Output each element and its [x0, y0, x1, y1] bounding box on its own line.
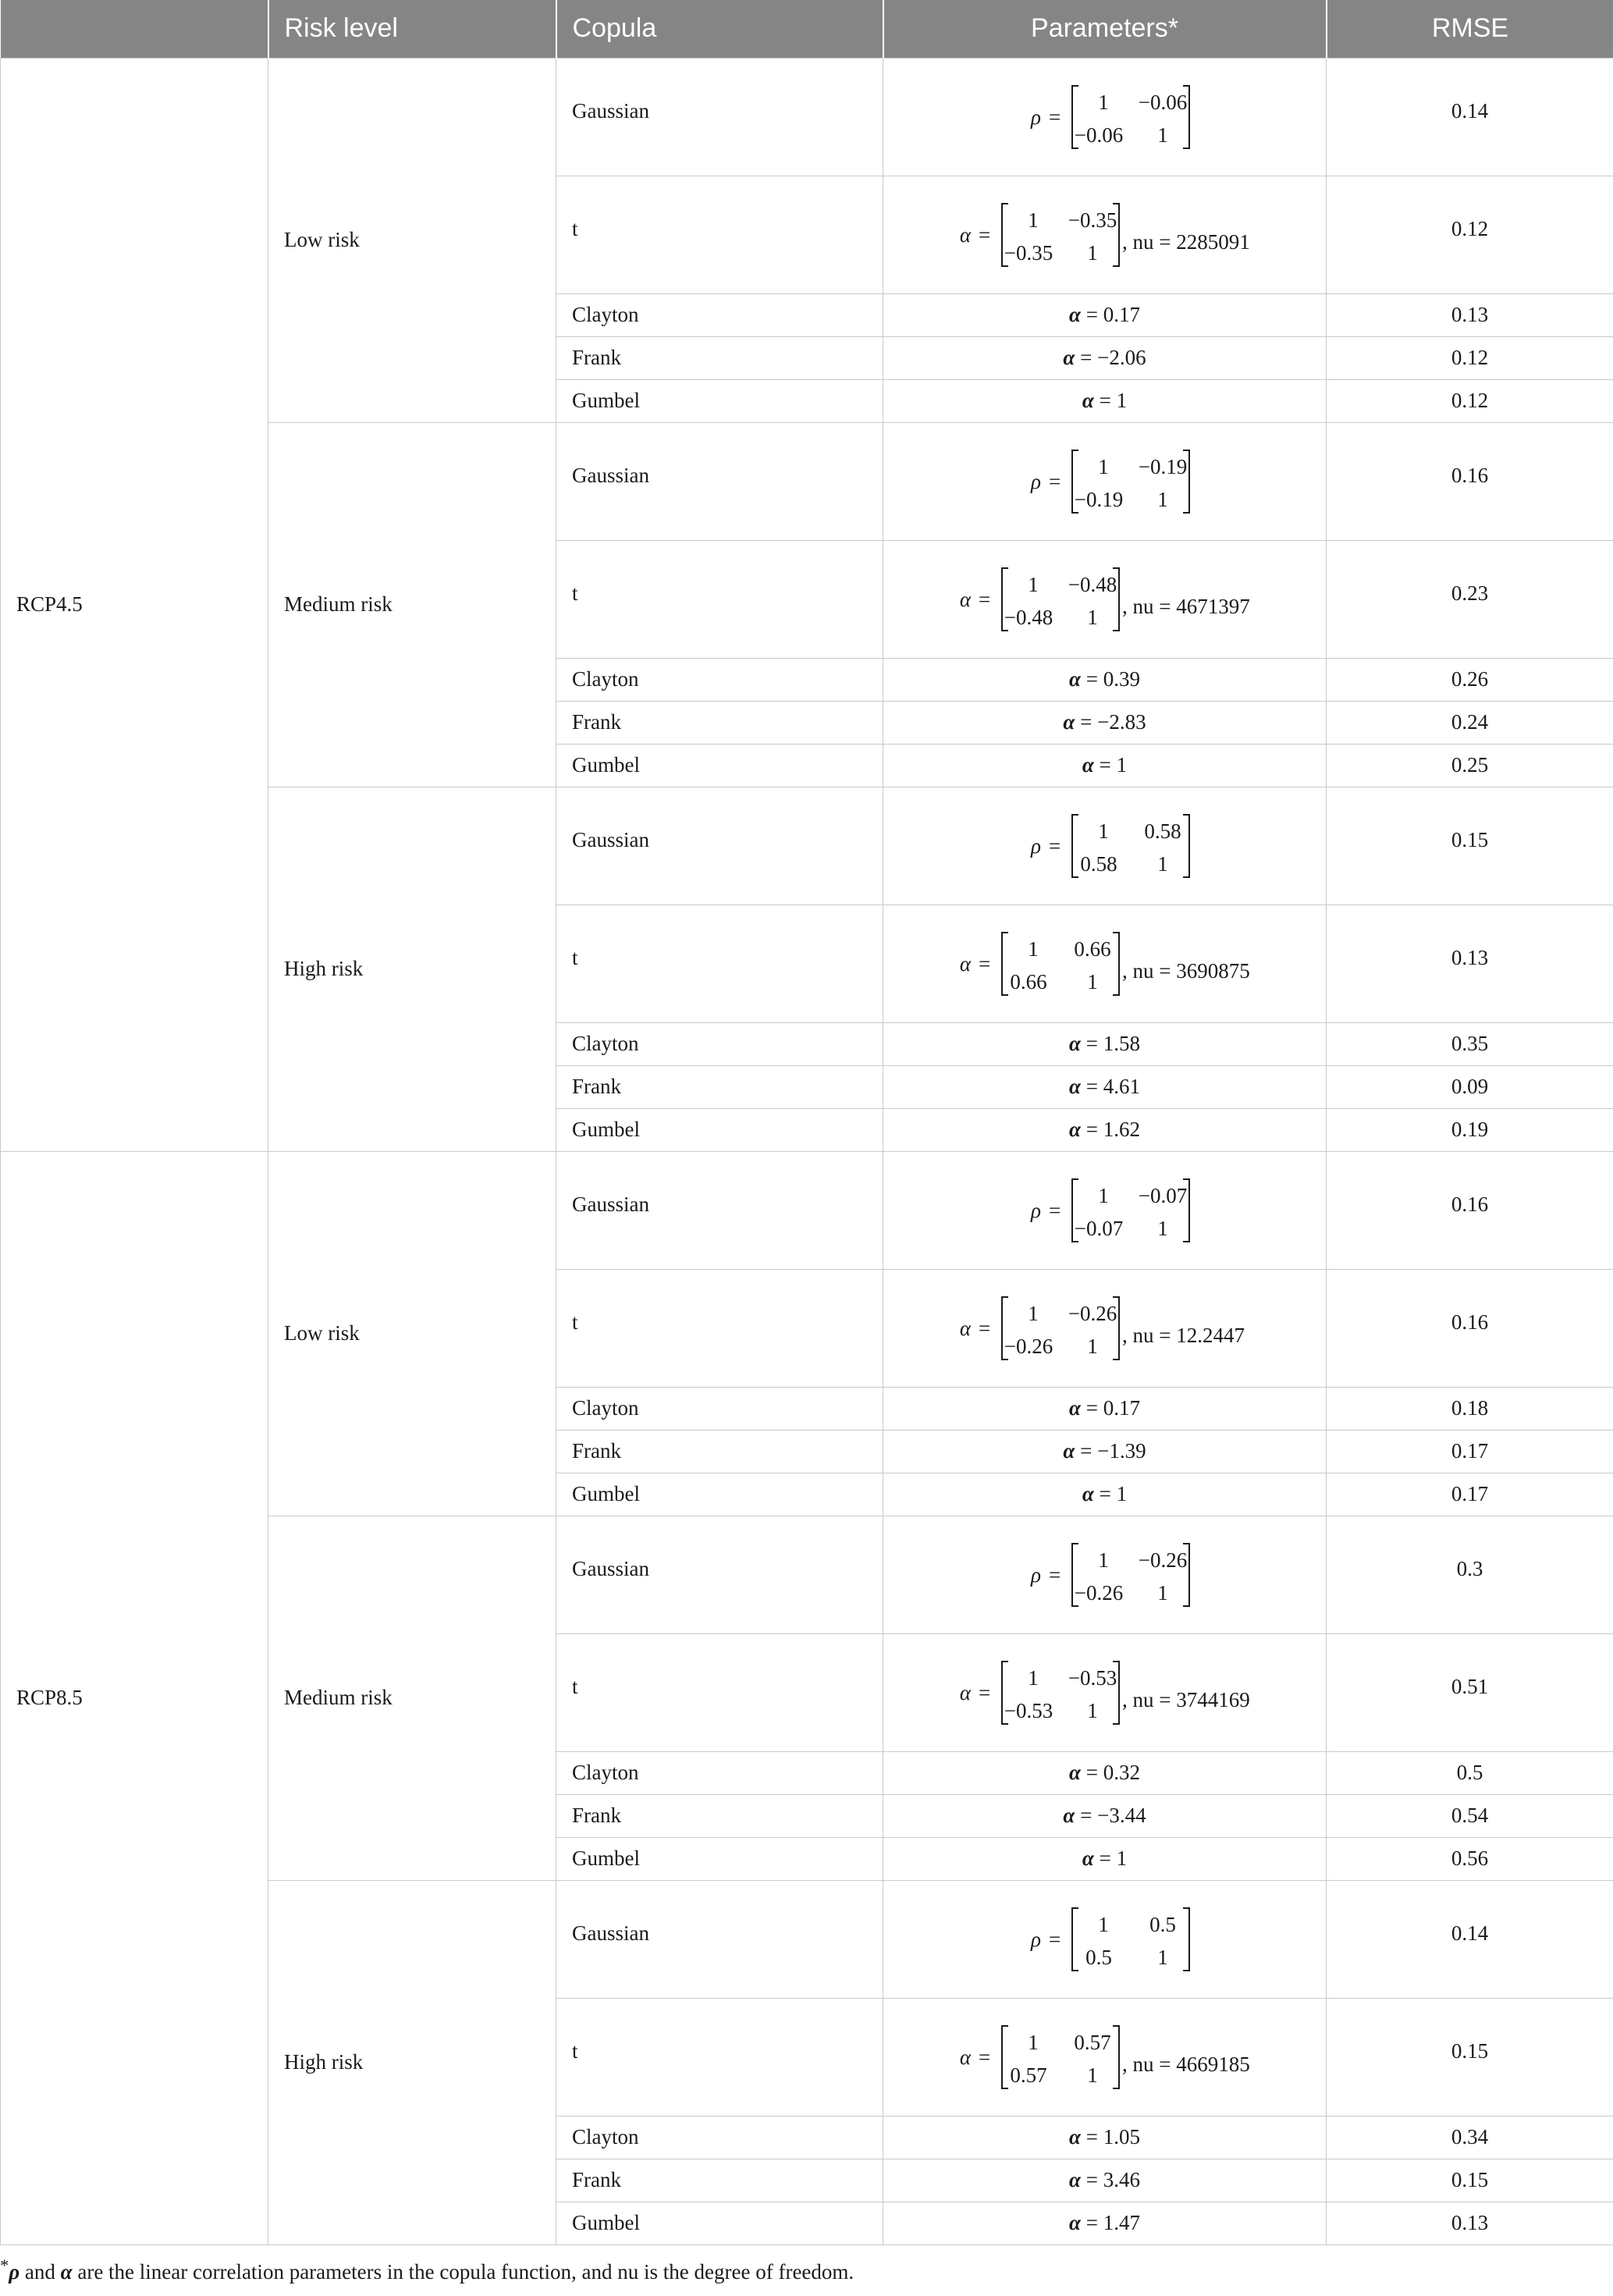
copula-cell: Frank: [556, 1430, 883, 1473]
param-symbol: α: [1069, 2125, 1081, 2149]
copula-cell: t: [556, 176, 883, 293]
rmse-cell: 0.12: [1327, 176, 1613, 293]
param-symbol: α: [959, 222, 971, 247]
footnote-mark: *: [0, 2255, 9, 2275]
parameter-cell: [883, 422, 1327, 540]
param-matrix: [933, 928, 1277, 1000]
copula-cell: Gaussian: [556, 1151, 883, 1269]
matrix-a21: −0.26: [1004, 1334, 1053, 1358]
equals-sign: =: [1093, 389, 1117, 412]
param-symbol: α: [959, 951, 971, 976]
param-symbol: α: [1069, 1075, 1081, 1098]
param-matrix: [933, 2021, 1277, 2093]
copula-cell: Clayton: [556, 658, 883, 701]
param-symbol: α: [1069, 1761, 1081, 1784]
param-nu: , nu = 4669185: [1121, 2052, 1250, 2076]
matrix-a11: 1: [1097, 1548, 1109, 1572]
param-symbol: α: [959, 2045, 971, 2069]
equals-sign: =: [1093, 1482, 1117, 1505]
matrix-a22: 1: [1086, 1698, 1098, 1722]
equals-sign: =: [1080, 667, 1103, 691]
equals-sign: =: [978, 951, 990, 976]
rmse-cell: 0.3: [1327, 1516, 1613, 1633]
matrix-a21: −0.06: [1074, 123, 1123, 147]
rmse-cell: 0.24: [1327, 701, 1613, 744]
footnote-alpha: α: [60, 2260, 73, 2284]
matrix-a22: 1: [1086, 1334, 1098, 1358]
rmse-cell: 0.18: [1327, 1387, 1613, 1430]
rmse-cell: 0.13: [1327, 293, 1613, 336]
copula-cell: Gaussian: [556, 58, 883, 176]
param-value: 4.61: [1103, 1075, 1140, 1098]
matrix-a21: 0.5: [1085, 1945, 1112, 1969]
copula-cell: Gumbel: [556, 1473, 883, 1516]
equals-sign: =: [1080, 2211, 1103, 2234]
param-symbol: α: [1069, 1118, 1081, 1141]
copula-cell: Clayton: [556, 1387, 883, 1430]
param-value: 0.39: [1103, 667, 1140, 691]
footnote-text: are the linear correlation parameters in the copula function, and nu is the degree of freedom.: [72, 2260, 854, 2284]
parameter-cell: [883, 336, 1327, 379]
copula-cell: Frank: [556, 1794, 883, 1837]
rmse-cell: 0.15: [1327, 2159, 1613, 2202]
param-symbol: α: [1069, 303, 1081, 326]
parameter-cell: [883, 658, 1327, 701]
table-body: [1, 58, 1613, 2244]
matrix-a12: 0.58: [1143, 819, 1181, 843]
rmse-cell: 0.16: [1327, 1151, 1613, 1269]
param-matrix: [933, 1292, 1277, 1364]
copula-cell: Gumbel: [556, 1108, 883, 1151]
equals-sign: =: [1080, 1032, 1103, 1055]
left-bracket: [1072, 1908, 1078, 1971]
param-symbol: α: [1082, 1482, 1094, 1505]
scenario-cell: RCP4.5: [1, 58, 268, 1151]
left-bracket: [1072, 815, 1078, 877]
rmse-cell: 0.51: [1327, 1633, 1613, 1751]
matrix-a12: −0.48: [1068, 572, 1117, 596]
header-row: [1, 0, 1613, 58]
copula-cell: Gumbel: [556, 744, 883, 787]
param-symbol: α: [959, 1316, 971, 1340]
param-value: 0.32: [1103, 1761, 1140, 1784]
param-symbol: ρ: [1030, 469, 1041, 493]
right-bracket: [1113, 933, 1119, 995]
parameter-cell: [883, 905, 1327, 1022]
equals-sign: =: [1048, 105, 1061, 129]
matrix-a12: −0.35: [1068, 208, 1117, 232]
param-symbol: α: [1063, 1439, 1075, 1463]
param-nu: , nu = 3690875: [1121, 958, 1250, 983]
copula-cell: Frank: [556, 701, 883, 744]
equals-sign: =: [1093, 1846, 1117, 1870]
parameter-cell: [883, 1751, 1327, 1794]
copula-cell: Frank: [556, 2159, 883, 2202]
risk-level-cell: Medium risk: [268, 1516, 556, 1880]
table-row: [1, 58, 1613, 176]
param-symbol: ρ: [1030, 1562, 1041, 1587]
matrix-a21: 0.66: [1009, 969, 1047, 993]
rmse-cell: 0.15: [1327, 1998, 1613, 2116]
param-symbol: ρ: [1030, 105, 1041, 129]
parameter-cell: [883, 787, 1327, 905]
param-value: −2.06: [1097, 346, 1146, 369]
parameter-cell: [883, 1633, 1327, 1751]
scenario-cell: RCP8.5: [1, 1151, 268, 2244]
rmse-cell: 0.14: [1327, 1880, 1613, 1998]
matrix-a21: −0.07: [1074, 1216, 1123, 1240]
param-nu: , nu = 12.2447: [1121, 1323, 1245, 1347]
rmse-cell: 0.13: [1327, 2202, 1613, 2244]
equals-sign: =: [978, 222, 990, 247]
equals-sign: =: [1075, 710, 1098, 734]
param-symbol: α: [1069, 1032, 1081, 1055]
copula-cell: Clayton: [556, 1022, 883, 1065]
rmse-cell: 0.09: [1327, 1065, 1613, 1108]
risk-level-cell: Low risk: [268, 1151, 556, 1516]
param-matrix: [933, 563, 1277, 635]
matrix-a21: 0.58: [1079, 851, 1117, 876]
equals-sign: =: [1075, 1804, 1098, 1827]
copula-cell: Gaussian: [556, 787, 883, 905]
param-symbol: ρ: [1030, 833, 1041, 858]
rmse-cell: 0.12: [1327, 336, 1613, 379]
copula-cell: Clayton: [556, 293, 883, 336]
copula-cell: Gaussian: [556, 1516, 883, 1633]
parameter-cell: [883, 540, 1327, 658]
rmse-cell: 0.16: [1327, 1269, 1613, 1387]
rmse-cell: 0.5: [1327, 1751, 1613, 1794]
param-value: −3.44: [1097, 1804, 1146, 1827]
matrix-a12: −0.26: [1068, 1301, 1117, 1325]
equals-sign: =: [1048, 1562, 1061, 1587]
param-matrix: [1004, 1903, 1206, 1975]
matrix-a11: 1: [1097, 1912, 1109, 1936]
header-copula: Copula: [556, 0, 883, 58]
matrix-a12: −0.26: [1138, 1548, 1187, 1572]
param-symbol: α: [1069, 2168, 1081, 2191]
copula-cell: Clayton: [556, 1751, 883, 1794]
parameter-cell: [883, 2202, 1327, 2244]
param-symbol: α: [1063, 710, 1075, 734]
param-symbol: α: [959, 587, 971, 611]
parameter-cell: [883, 1516, 1327, 1633]
parameter-cell: [883, 2159, 1327, 2202]
matrix-a11: 1: [1027, 208, 1039, 232]
param-nu: , nu = 3744169: [1121, 1687, 1250, 1711]
param-matrix: [1004, 81, 1206, 153]
matrix-a22: 1: [1156, 1580, 1168, 1605]
param-matrix: [1004, 446, 1206, 517]
equals-sign: =: [1075, 346, 1098, 369]
table-header: [1, 0, 1613, 58]
matrix-a22: 1: [1156, 851, 1168, 876]
matrix-a11: 1: [1097, 1183, 1109, 1207]
equals-sign: =: [1080, 2168, 1103, 2191]
param-symbol: ρ: [1030, 1927, 1041, 1951]
copula-cell: Frank: [556, 336, 883, 379]
matrix-a22: 1: [1086, 605, 1098, 629]
rmse-cell: 0.19: [1327, 1108, 1613, 1151]
matrix-a21: −0.53: [1004, 1698, 1053, 1722]
footnote: [0, 2255, 854, 2284]
copula-cell: Gaussian: [556, 1880, 883, 1998]
param-symbol: α: [1063, 346, 1075, 369]
copula-cell: Clayton: [556, 2116, 883, 2159]
matrix-a11: 1: [1097, 90, 1109, 114]
copula-cell: t: [556, 540, 883, 658]
matrix-a12: 0.66: [1073, 937, 1111, 961]
matrix-a12: 0.5: [1149, 1912, 1176, 1936]
equals-sign: =: [1075, 1439, 1098, 1463]
param-value: 1: [1116, 1846, 1128, 1870]
matrix-a22: 1: [1086, 2063, 1098, 2087]
matrix-a22: 1: [1086, 240, 1098, 265]
equals-sign: =: [1048, 469, 1061, 493]
equals-sign: =: [1080, 1118, 1103, 1141]
matrix-a12: −0.53: [1068, 1665, 1117, 1690]
header-parameters: Parameters*: [883, 0, 1327, 58]
param-symbol: α: [1082, 389, 1094, 412]
matrix-a22: 1: [1156, 487, 1168, 511]
rmse-cell: 0.56: [1327, 1837, 1613, 1880]
parameter-cell: [883, 1065, 1327, 1108]
risk-level-cell: Medium risk: [268, 422, 556, 787]
matrix-a22: 1: [1156, 1216, 1168, 1240]
param-value: 3.46: [1103, 2168, 1140, 2191]
parameter-cell: [883, 58, 1327, 176]
risk-level-cell: Low risk: [268, 58, 556, 422]
matrix-a22: 1: [1086, 969, 1098, 993]
copula-cell: Gumbel: [556, 379, 883, 422]
left-bracket: [1002, 933, 1008, 995]
footnote-and: and: [20, 2260, 61, 2284]
param-nu: , nu = 4671397: [1121, 594, 1250, 618]
risk-level-cell: High risk: [268, 787, 556, 1151]
matrix-a21: 0.57: [1009, 2063, 1047, 2087]
rmse-cell: 0.26: [1327, 658, 1613, 701]
equals-sign: =: [1093, 753, 1117, 777]
matrix-a11: 1: [1027, 2030, 1039, 2054]
matrix-a11: 1: [1027, 1301, 1039, 1325]
rmse-cell: 0.15: [1327, 787, 1613, 905]
equals-sign: =: [978, 2045, 990, 2069]
right-bracket: [1183, 1908, 1189, 1971]
copula-cell: Frank: [556, 1065, 883, 1108]
header-scenario: [1, 0, 268, 58]
param-value: 1: [1116, 753, 1128, 777]
header-risk-level: Risk level: [268, 0, 556, 58]
param-value: 1: [1116, 1482, 1128, 1505]
rmse-cell: 0.17: [1327, 1473, 1613, 1516]
rmse-cell: 0.35: [1327, 1022, 1613, 1065]
matrix-a11: 1: [1027, 572, 1039, 596]
matrix-a11: 1: [1097, 819, 1109, 843]
matrix-a12: −0.19: [1138, 454, 1187, 478]
parameter-cell: [883, 1108, 1327, 1151]
equals-sign: =: [1080, 1396, 1103, 1420]
param-value: 1.05: [1103, 2125, 1140, 2149]
copula-cell: Gumbel: [556, 2202, 883, 2244]
param-matrix: [933, 1657, 1277, 1729]
matrix-a12: −0.07: [1138, 1183, 1187, 1207]
matrix-a21: −0.19: [1074, 487, 1123, 511]
parameter-cell: [883, 1837, 1327, 1880]
rmse-cell: 0.54: [1327, 1794, 1613, 1837]
parameter-cell: [883, 293, 1327, 336]
copula-cell: t: [556, 905, 883, 1022]
rmse-cell: 0.23: [1327, 540, 1613, 658]
table-row: [1, 1151, 1613, 1269]
param-value: 1.47: [1103, 2211, 1140, 2234]
equals-sign: =: [1080, 1761, 1103, 1784]
equals-sign: =: [1048, 1198, 1061, 1222]
equals-sign: =: [1080, 303, 1103, 326]
matrix-a21: −0.35: [1004, 240, 1053, 265]
matrix-a21: −0.48: [1004, 605, 1053, 629]
parameter-cell: [883, 1998, 1327, 2116]
param-matrix: [1004, 1175, 1206, 1246]
param-value: 0.17: [1103, 1396, 1140, 1420]
right-bracket: [1113, 2026, 1119, 2088]
param-value: 1.58: [1103, 1032, 1140, 1055]
rmse-cell: 0.12: [1327, 379, 1613, 422]
risk-level-cell: High risk: [268, 1880, 556, 2244]
equals-sign: =: [1048, 833, 1061, 858]
parameter-cell: [883, 1387, 1327, 1430]
param-symbol: α: [959, 1680, 971, 1704]
rmse-cell: 0.17: [1327, 1430, 1613, 1473]
param-symbol: α: [1069, 667, 1081, 691]
copula-cell: t: [556, 1633, 883, 1751]
parameter-cell: [883, 1473, 1327, 1516]
equals-sign: =: [978, 1680, 990, 1704]
rmse-cell: 0.34: [1327, 2116, 1613, 2159]
param-symbol: α: [1082, 753, 1094, 777]
copula-cell: t: [556, 1269, 883, 1387]
param-symbol: α: [1063, 1804, 1075, 1827]
equals-sign: =: [1080, 2125, 1103, 2149]
matrix-a11: 1: [1027, 937, 1039, 961]
param-value: 0.17: [1103, 303, 1140, 326]
parameter-cell: [883, 1430, 1327, 1473]
copula-cell: Gaussian: [556, 422, 883, 540]
param-value: −2.83: [1097, 710, 1146, 734]
equals-sign: =: [1048, 1927, 1061, 1951]
matrix-a12: 0.57: [1073, 2030, 1111, 2054]
rmse-cell: 0.13: [1327, 905, 1613, 1022]
header-rmse: RMSE: [1327, 0, 1613, 58]
matrix-a12: −0.06: [1138, 90, 1187, 114]
parameter-cell: [883, 379, 1327, 422]
param-value: 1: [1116, 389, 1128, 412]
parameter-cell: [883, 1151, 1327, 1269]
footnote-rho: ρ: [9, 2260, 20, 2284]
parameter-cell: [883, 1880, 1327, 1998]
copula-cell: Gumbel: [556, 1837, 883, 1880]
param-symbol: α: [1069, 1396, 1081, 1420]
parameter-cell: [883, 176, 1327, 293]
parameter-cell: [883, 701, 1327, 744]
rmse-cell: 0.14: [1327, 58, 1613, 176]
param-value: −1.39: [1097, 1439, 1146, 1463]
matrix-a22: 1: [1156, 1945, 1168, 1969]
rmse-cell: 0.16: [1327, 422, 1613, 540]
equals-sign: =: [1080, 1075, 1103, 1098]
param-matrix: [1004, 810, 1206, 882]
param-nu: , nu = 2285091: [1121, 229, 1250, 254]
equals-sign: =: [978, 1316, 990, 1340]
matrix-a11: 1: [1097, 454, 1109, 478]
matrix-a11: 1: [1027, 1665, 1039, 1690]
param-matrix: [933, 199, 1277, 271]
copula-cell: t: [556, 1998, 883, 2116]
rmse-cell: 0.25: [1327, 744, 1613, 787]
param-symbol: α: [1082, 1846, 1094, 1870]
param-matrix: [1004, 1539, 1206, 1611]
left-bracket: [1002, 2026, 1008, 2088]
right-bracket: [1183, 815, 1189, 877]
parameter-cell: [883, 744, 1327, 787]
matrix-a21: −0.26: [1074, 1580, 1123, 1605]
parameter-cell: [883, 2116, 1327, 2159]
matrix-a22: 1: [1156, 123, 1168, 147]
parameter-cell: [883, 1022, 1327, 1065]
parameter-cell: [883, 1269, 1327, 1387]
param-symbol: ρ: [1030, 1198, 1041, 1222]
equals-sign: =: [978, 587, 990, 611]
param-value: 1.62: [1103, 1118, 1140, 1141]
param-symbol: α: [1069, 2211, 1081, 2234]
parameter-cell: [883, 1794, 1327, 1837]
